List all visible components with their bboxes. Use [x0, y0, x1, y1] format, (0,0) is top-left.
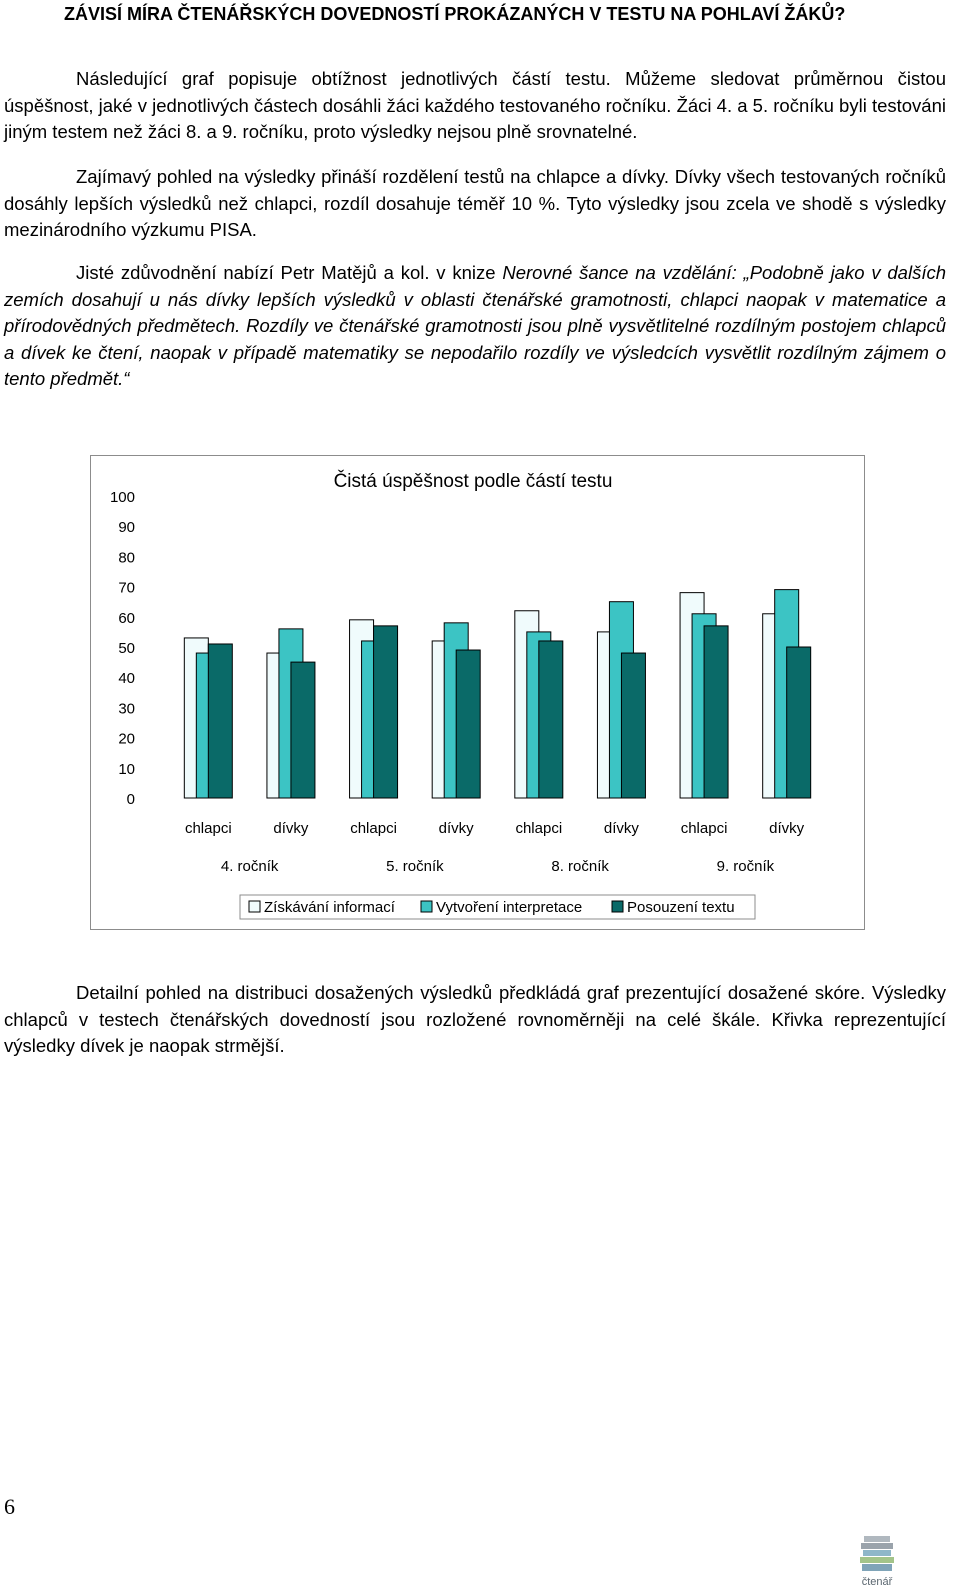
- bar-3: [208, 644, 232, 798]
- page-number: 6: [4, 1494, 15, 1519]
- legend-swatch-3: [612, 901, 623, 912]
- paragraph-4: Detailní pohled na distribuci dosažených výsledků předkládá graf prezentující dosažené skóre. Výsledky chlapců v testech čtenářských dovedností jsou rozložené rovnoměrněji na celé škále. Křivka reprezentující výsledky dívek je naopak strmější.: [4, 982, 946, 1056]
- bar-3: [456, 650, 480, 798]
- y-tick-label: 70: [118, 579, 135, 597]
- y-tick-label: 60: [118, 609, 135, 627]
- y-tick-label: 40: [118, 670, 135, 688]
- y-tick-label: 30: [118, 700, 135, 718]
- legend-label-1: Získávání informací: [264, 899, 395, 916]
- ctenar-logo: [852, 1532, 902, 1590]
- y-tick-label: 90: [118, 519, 135, 537]
- intro-paragraph: [4, 66, 946, 146]
- bar-3: [374, 626, 398, 798]
- x-category-label: dívky: [273, 820, 309, 837]
- bar-3: [291, 662, 315, 798]
- paragraph-3-lead: Jisté zdůvodnění nabízí Petr Matějů a kol. v knize: [76, 262, 503, 283]
- y-tick-label: 0: [126, 791, 135, 808]
- book-quote: „Podobně jako v dalších zemích dosahují u nás dívky lepších výsledků v oblasti čtenářské gramotnosti, chlapci naopak v matematice a přírodovědných předmětech. Rozdíly ve čtenářské gramotnosti jsou plně vysvětlitelné rozdílným postojem chlapců a dívek ke čtení, naopak v případě matematiky se nepodařilo rozdíly ve výsledcích vysvětlit rozdílným zájmem o tento předmět.“: [4, 262, 946, 389]
- y-tick-label: 100: [109, 489, 135, 506]
- legend-label-2: Vytvoření interpretace: [436, 899, 583, 916]
- y-tick-label: 50: [118, 640, 135, 657]
- x-category-label: dívky: [769, 820, 805, 837]
- logo-text: čtenář: [861, 1576, 893, 1588]
- bar-3: [621, 653, 645, 798]
- distribution-paragraph: [4, 980, 946, 1060]
- chart-title: Čistá úspěšnost podle částí testu: [333, 471, 613, 492]
- bar-3: [704, 626, 728, 798]
- x-group-label: 5. ročník: [386, 858, 444, 875]
- legend-swatch-1: [249, 901, 260, 912]
- paragraph-3: [4, 260, 946, 393]
- books-icon: [852, 1532, 902, 1576]
- x-category-label: chlapci: [680, 820, 728, 837]
- x-category-label: dívky: [438, 820, 474, 837]
- bar-chart: [91, 456, 866, 931]
- legend-swatch-2: [421, 901, 432, 912]
- x-category-label: chlapci: [350, 820, 397, 837]
- x-group-label: 8. ročník: [551, 858, 609, 875]
- x-group-label: 4. ročník: [220, 858, 279, 875]
- book-title: Nerovné šance na vzdělání:: [502, 262, 737, 283]
- x-category-label: dívky: [603, 820, 639, 837]
- y-tick-label: 20: [118, 730, 135, 748]
- paragraph-1: Následující graf popisuje obtížnost jednotlivých částí testu. Můžeme sledovat průměrnou čistou úspěšnost, jaké v jednotlivých částech dosáhli žáci každého testovaného ročníku. Žáci 4. a 5. ročníku byli testováni jiným testem než žáci 8. a 9. ročníku, proto výsledky nejsou plně srovnatelné.: [4, 68, 946, 142]
- chart-container: [90, 455, 865, 930]
- page-heading: ZÁVISÍ MÍRA ČTENÁŘSKÝCH DOVEDNOSTÍ PROKÁZANÝCH V TESTU NA POHLAVÍ ŽÁKŮ?: [64, 4, 846, 24]
- paragraph-2: Zajímavý pohled na výsledky přináší rozdělení testů na chlapce a dívky. Dívky všech testovaných ročníků dosáhly lepších výsledků než chlapci, rozdíl dosahuje téměř 10 %. Tyto výsledky jsou zcela ve shodě s výsledky mezinárodního výzkumu PISA.: [4, 166, 946, 240]
- y-tick-label: 10: [118, 760, 135, 778]
- gender-paragraph: [4, 164, 946, 244]
- x-category-label: chlapci: [184, 820, 232, 837]
- quote-paragraph: [4, 260, 946, 393]
- x-group-label: 9. ročník: [716, 858, 775, 875]
- y-tick-label: 80: [118, 549, 135, 567]
- legend-label-3: Posouzení textu: [627, 899, 735, 916]
- bar-3: [539, 641, 563, 798]
- x-category-label: chlapci: [515, 820, 563, 837]
- bar-3: [787, 647, 811, 798]
